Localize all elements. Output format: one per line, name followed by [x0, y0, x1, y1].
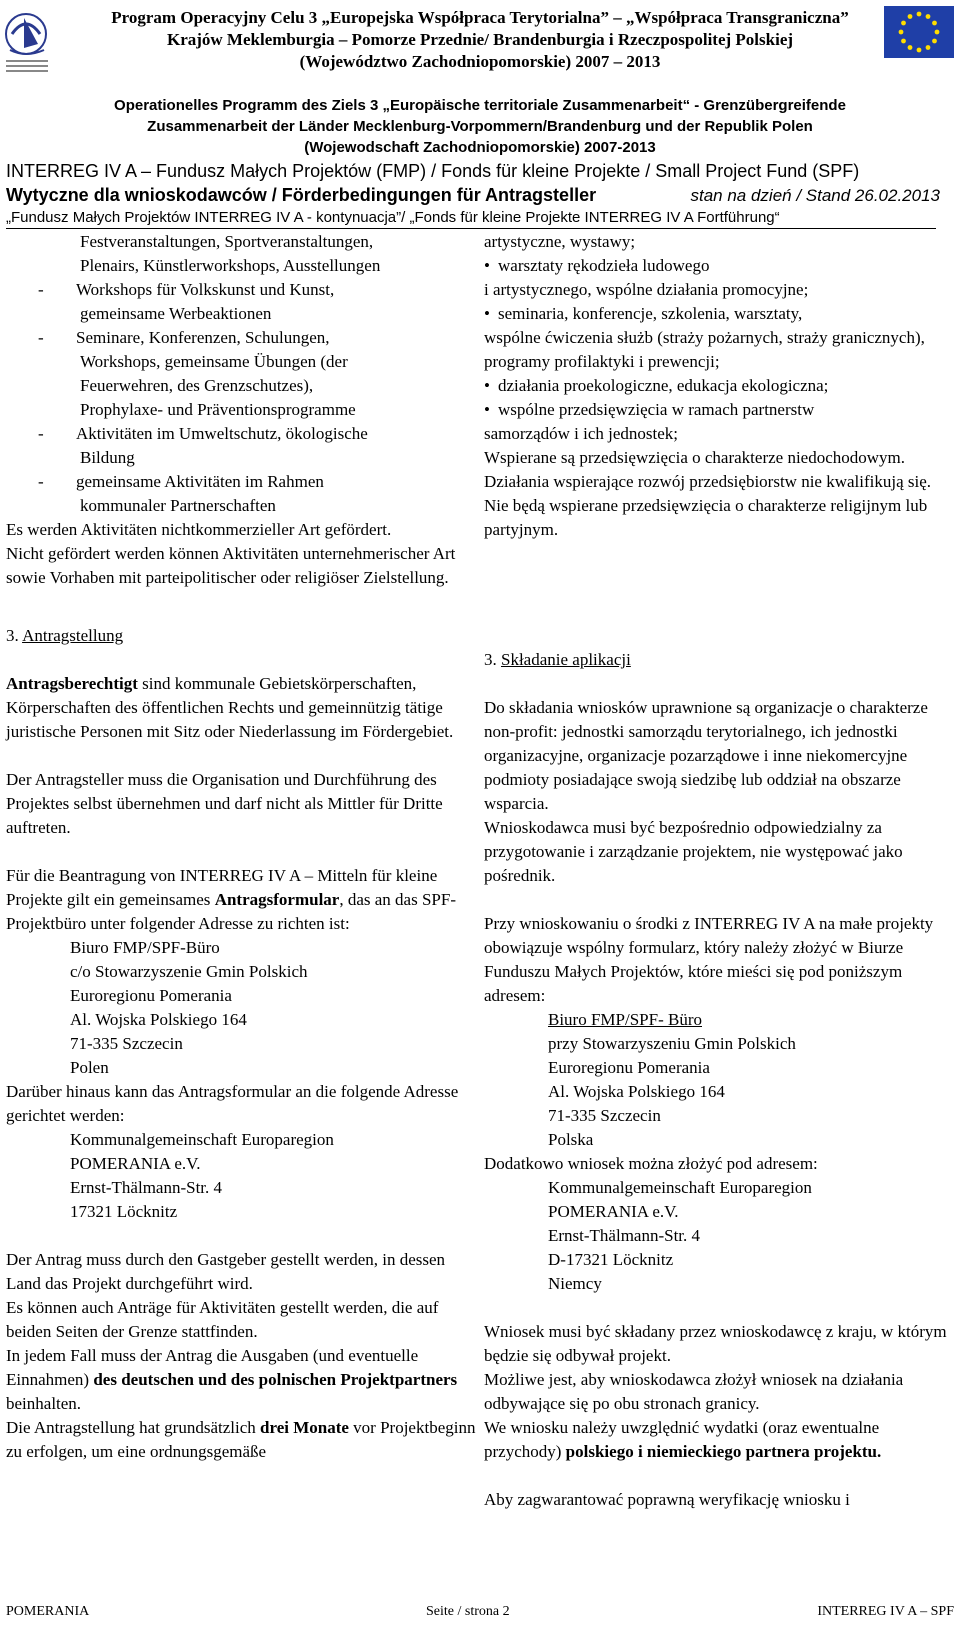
- footer-right: INTERREG IV A – SPF: [817, 1604, 954, 1619]
- list-item: - Seminare, Konferenzen, Schulungen,: [6, 326, 476, 350]
- text-line: Prophylaxe- und Präventionsprogramme: [80, 400, 356, 419]
- text-line: Bildung: [80, 448, 135, 467]
- header-de-line-3: (Wojewodschaft Zachodniopomorskie) 2007-2013: [304, 139, 656, 156]
- paragraph: Darüber hinaus kann das Antragsformular an die folgende Adresse gerichtet werden:: [6, 1082, 459, 1125]
- section-number: 3.: [484, 650, 501, 669]
- text-line: Feuerwehren, des Grenzschutzes),: [80, 376, 314, 395]
- fmp-title: INTERREG IV A – Fundusz Małych Projektów (FMP) / Fonds für kleine Projekte / Small Project Fund (SPF): [6, 161, 860, 181]
- list-item-text: Workshops für Volkskunst und Kunst,: [76, 280, 335, 299]
- address-line: POMERANIA e.V.: [70, 1154, 201, 1173]
- german-column: [6, 230, 476, 1464]
- text-line: gemeinsame Werbeaktionen: [80, 304, 272, 323]
- list-item: • warsztaty rękodzieła ludowego: [484, 254, 954, 278]
- list-item: - Aktivitäten im Umweltschutz, ökologische: [6, 422, 476, 446]
- section-title: Antragstellung: [22, 626, 124, 645]
- bold-term: polskiego i niemieckiego partnera projektu.: [565, 1442, 882, 1461]
- address-line: Al. Wojska Polskiego 164: [70, 1010, 247, 1029]
- address-line: Niemcy: [548, 1274, 602, 1293]
- paragraph: Es können auch Anträge für Aktivitäten gestellt werden, die auf beiden Seiten der Grenze stattfinden.: [6, 1298, 439, 1341]
- paragraph-text: In jedem Fall muss der Antrag die Ausgaben (und eventuelle Einnahmen): [6, 1346, 419, 1389]
- paragraph-text: vor Projektbeginn zu erfolgen, um eine ordnungsgemäße: [6, 1418, 476, 1461]
- list-item-text: Aktivitäten im Umweltschutz, ökologische: [76, 424, 368, 443]
- polish-column: [484, 230, 954, 1512]
- paragraph: [6, 1416, 476, 1464]
- text-line: kommunaler Partnerschaften: [80, 496, 276, 515]
- list-item: - Workshops für Volkskunst und Kunst,: [6, 278, 476, 302]
- paragraph-text: , das an das SPF-Projektbüro unter folgender Adresse zu richten ist:: [6, 890, 456, 933]
- paragraph: Dodatkowo wniosek można złożyć pod adresem:: [484, 1154, 818, 1173]
- header-pl-line-3: (Województwo Zachodniopomorskie) 2007 – 2013: [299, 52, 661, 71]
- address-line: przy Stowarzyszeniu Gmin Polskich: [548, 1034, 796, 1053]
- address-line: POMERANIA e.V.: [548, 1202, 679, 1221]
- paragraph: Nie będą wspierane przedsięwzięcia o charakterze religijnym lub partyjnym.: [484, 496, 928, 539]
- paragraph: Możliwe jest, aby wnioskodawca złożył wniosek na działania odbywające się po obu stronach granicy.: [484, 1370, 904, 1413]
- eu-flag-icon: [884, 6, 954, 58]
- list-item: • seminaria, konferencje, szkolenia, warsztaty,: [484, 302, 954, 326]
- address-line: D-17321 Löcknitz: [548, 1250, 674, 1269]
- header-pl-line-2: Krajów Meklemburgia – Pomorze Przednie/ Brandenburgia i Rzeczpospolitej Polskiej: [166, 30, 794, 49]
- address-line: Biuro FMP/SPF-Büro: [70, 938, 220, 957]
- section-heading: [6, 624, 476, 648]
- list-item-text: warsztaty rękodzieła ludowego: [498, 256, 710, 275]
- address-line: Al. Wojska Polskiego 164: [548, 1082, 725, 1101]
- text-line: Plenairs, Künstlerworkshops, Ausstellungen: [80, 256, 381, 275]
- paragraph-text: Für die Beantragung von INTERREG IV A – Mitteln für kleine Projekte gilt ein gemeinsames: [6, 866, 438, 909]
- paragraph: [6, 864, 476, 936]
- text-line: Festveranstaltungen, Sportveranstaltungen,: [80, 232, 374, 251]
- address-line: Biuro FMP/SPF- Büro: [548, 1010, 702, 1029]
- address-line: Kommunalgemeinschaft Europaregion: [70, 1130, 334, 1149]
- list-item: - gemeinsame Aktivitäten im Rahmen: [6, 470, 476, 494]
- list-item-text: seminaria, konferencje, szkolenia, warsztaty,: [498, 304, 803, 323]
- list-item-text: Seminare, Konferenzen, Schulungen,: [76, 328, 330, 347]
- paragraph: Es werden Aktivitäten nichtkommerzieller Art gefördert.: [6, 520, 392, 539]
- header-pl-line-1: Program Operacyjny Celu 3 „Europejska Współpraca Terytorialna” – „Współpraca Transgraniczna”: [111, 8, 849, 27]
- paragraph: Wniosek musi być składany przez wnioskodawcę z kraju, w którym będzie się odbywał projekt.: [484, 1322, 947, 1365]
- address-line: Polen: [70, 1058, 109, 1077]
- address-line: Ernst-Thälmann-Str. 4: [548, 1226, 701, 1245]
- text-line: samorządów i ich jednostek;: [484, 424, 679, 443]
- list-item: • wspólne przedsięwzięcia w ramach partnerstw: [484, 398, 954, 422]
- section-number: 3.: [6, 626, 23, 645]
- list-item-text: wspólne przedsięwzięcia w ramach partnerstw: [498, 400, 815, 419]
- bold-term: des deutschen und des polnischen Projektpartners: [93, 1370, 458, 1389]
- address-block: [484, 1008, 954, 1152]
- paragraph-text: Die Antragstellung hat grundsätzlich: [6, 1418, 260, 1437]
- paragraph: [6, 672, 476, 744]
- page-header: [0, 0, 960, 230]
- address-line: Euroregionu Pomerania: [548, 1058, 710, 1077]
- address-line: 71-335 Szczecin: [70, 1034, 183, 1053]
- address-block: [6, 1128, 476, 1224]
- address-line: 17321 Löcknitz: [70, 1202, 178, 1221]
- paragraph: wspólne ćwiczenia służb (straży pożarnych, straży granicznych), programy profilaktyki i prewencji;: [484, 328, 925, 371]
- status-date: stan na dzień / Stand 26.02.2013: [690, 186, 940, 205]
- paragraph: Der Antragsteller muss die Organisation und Durchführung des Projektes selbst übernehmen und darf nicht als Mittler für Dritte auftreten.: [6, 770, 443, 837]
- guidelines-title: Wytyczne dla wnioskodawców / Förderbedingungen für Antragsteller: [6, 185, 597, 205]
- paragraph-text: sind kommunale Gebietskörperschaften, Körperschaften des öffentlichen Rechts und gemeinnützig tätige juristische Personen mit Sitz oder Niederlassung im Fördergebiet.: [6, 674, 454, 741]
- section-title: Składanie aplikacji: [501, 650, 631, 669]
- paragraph: Wnioskodawca musi być bezpośrednio odpowiedzialny za przygotowanie i zarządzanie projektem, nie występować jako pośrednik.: [484, 818, 903, 885]
- footer-left: POMERANIA: [6, 1604, 90, 1619]
- fund-line: „Fundusz Małych Projektów INTERREG IV A - kontynuacja”/ „Fonds für kleine Projekte INTERREG IV A Fortführung“: [6, 209, 936, 229]
- paragraph-text: We wniosku należy uwzględnić wydatki (oraz ewentualne przychody): [484, 1418, 880, 1461]
- paragraph-text: beinhalten.: [6, 1394, 82, 1413]
- paragraph: [484, 1416, 954, 1464]
- address-block: [6, 936, 476, 1080]
- list-item-text: działania proekologiczne, edukacja ekologiczna;: [498, 376, 829, 395]
- paragraph: Aby zagwarantować poprawną weryfikację wniosku i: [484, 1490, 850, 1509]
- address-line: Kommunalgemeinschaft Europaregion: [548, 1178, 812, 1197]
- list-item-text: gemeinsame Aktivitäten im Rahmen: [76, 472, 324, 491]
- bold-term: Antragsberechtigt: [6, 674, 138, 693]
- text-line: Workshops, gemeinsame Übungen (der: [80, 352, 348, 371]
- paragraph: Nicht gefördert werden können Aktivitäten unternehmerischer Art sowie Vorhaben mit parteipolitischer oder religiöser Zielstellung.: [6, 544, 456, 587]
- address-line: Euroregionu Pomerania: [70, 986, 232, 1005]
- paragraph: Wspierane są przedsięwzięcia o charakterze niedochodowym.: [484, 448, 906, 467]
- address-line: Ernst-Thälmann-Str. 4: [70, 1178, 223, 1197]
- paragraph: Do składania wniosków uprawnione są organizacje o charakterze non-profit: jednostki samorządu terytorialnego, ich jednostki organizacyjne, organizacje pozarządowe i inne niekomercyjne podmioty posiadające swoją siedzibę lub oddział na obszarze wsparcia.: [484, 698, 928, 813]
- section-heading: [484, 648, 954, 672]
- header-de-line-2: Zusammenarbeit der Länder Mecklenburg-Vorpommern/Brandenburg und der Republik Polen: [147, 118, 813, 135]
- text-line: i artystycznego, wspólne działania promocyjne;: [484, 280, 809, 299]
- paragraph: [6, 1344, 476, 1416]
- address-block: [484, 1176, 954, 1296]
- footer-page-number: Seite / strona 2: [426, 1604, 510, 1619]
- text-line: artystyczne, wystawy;: [484, 232, 636, 251]
- paragraph: Działania wspierające rozwój przedsiębiorstw nie kwalifikują się.: [484, 472, 932, 491]
- address-line: Polska: [548, 1130, 594, 1149]
- paragraph: Przy wnioskowaniu o środki z INTERREG IV A na małe projekty obowiązuje wspólny formularz, który należy złożyć w Biurze Funduszu Małych Projektów, które mieści się pod poniższym adresem:: [484, 914, 934, 1005]
- paragraph: Der Antrag muss durch den Gastgeber gestellt werden, in dessen Land das Projekt durchgeführt wird.: [6, 1250, 446, 1293]
- address-line: 71-335 Szczecin: [548, 1106, 661, 1125]
- bold-term: drei Monate: [260, 1418, 349, 1437]
- list-item: • działania proekologiczne, edukacja ekologiczna;: [484, 374, 954, 398]
- address-line: c/o Stowarzyszenie Gmin Polskich: [70, 962, 308, 981]
- header-de-line-1: Operationelles Programm des Ziels 3 „Europäische territoriale Zusammenarbeit“ - Grenzübergreifende: [114, 97, 846, 114]
- bold-term: Antragsformular: [214, 890, 340, 909]
